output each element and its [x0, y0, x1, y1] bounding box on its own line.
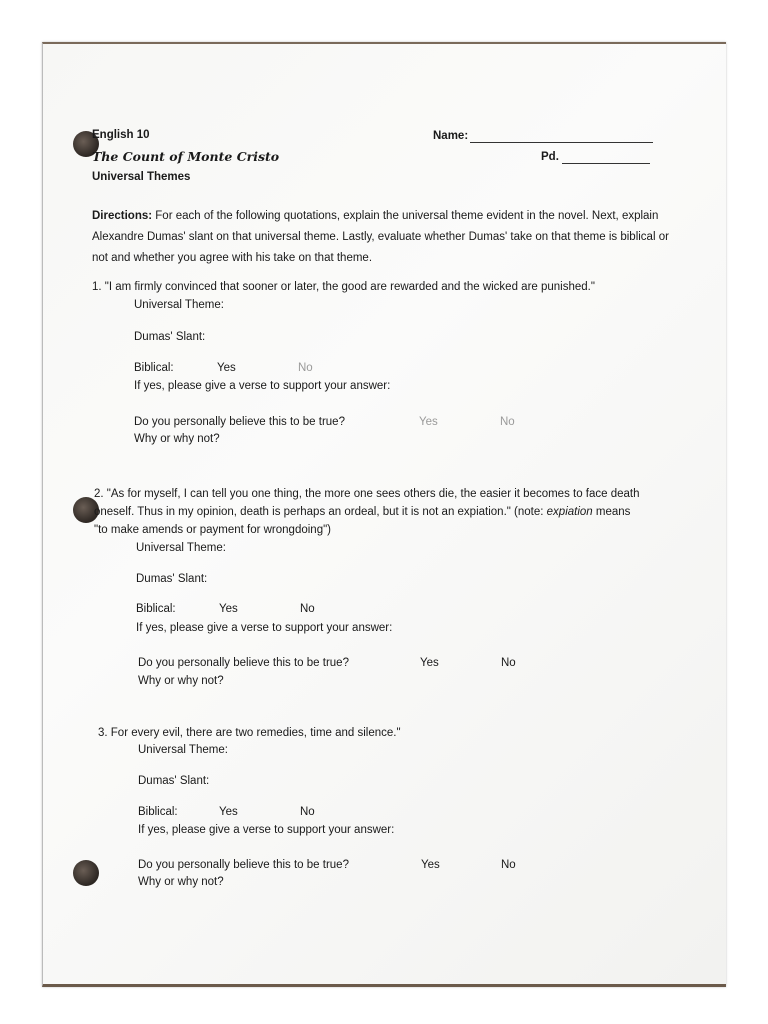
biblical-no-1[interactable]: No — [298, 362, 313, 374]
dumas-slant-label-3: Dumas' Slant: — [138, 775, 210, 787]
quote-1: 1. "I am firmly convinced that sooner or later, the good are rewarded and the wicked are punished." — [92, 281, 595, 293]
believe-prompt-1: Do you personally believe this to be true? — [134, 416, 345, 428]
book-title: The Count of Monte Cristo — [92, 149, 280, 164]
name-label: Name: — [433, 130, 469, 142]
punch-hole-bottom — [73, 860, 99, 886]
biblical-yes-3[interactable]: Yes — [219, 806, 238, 818]
dumas-slant-label-2: Dumas' Slant: — [136, 573, 208, 585]
verse-prompt-1: If yes, please give a verse to support your answer: — [134, 380, 391, 392]
why-prompt-3: Why or why not? — [138, 876, 224, 888]
biblical-label-3: Biblical: — [138, 806, 178, 818]
universal-theme-label-3: Universal Theme: — [138, 744, 228, 756]
biblical-no-2[interactable]: No — [300, 603, 315, 615]
biblical-yes-2[interactable]: Yes — [219, 603, 238, 615]
directions-text: Directions: For each of the following quotations, explain the universal theme evident in the novel. Next, explain Alexandre Dumas' slant on that universal theme. Lastly, evaluate whether Dumas' take on that theme is biblical or not and whether you agree with his take on that theme. — [92, 210, 669, 264]
believe-yes-2[interactable]: Yes — [420, 657, 439, 669]
believe-no-2[interactable]: No — [501, 657, 516, 669]
why-prompt-1: Why or why not? — [134, 433, 220, 445]
biblical-yes-1[interactable]: Yes — [217, 362, 236, 374]
period-blank-line[interactable] — [562, 163, 650, 164]
quote-2-line-1: 2. "As for myself, I can tell you one thing, the more one sees others die, the easier it becomes to face death — [94, 488, 640, 500]
believe-no-1[interactable]: No — [500, 416, 515, 428]
name-blank-line[interactable] — [470, 142, 653, 143]
biblical-label-1: Biblical: — [134, 362, 174, 374]
quote-3: 3. For every evil, there are two remedies, time and silence." — [98, 727, 401, 739]
why-prompt-2: Why or why not? — [138, 675, 224, 687]
believe-prompt-3: Do you personally believe this to be true? — [138, 859, 349, 871]
universal-theme-label-1: Universal Theme: — [134, 299, 224, 311]
biblical-no-3[interactable]: No — [300, 806, 315, 818]
biblical-label-2: Biblical: — [136, 603, 176, 615]
verse-prompt-2: If yes, please give a verse to support your answer: — [136, 622, 393, 634]
believe-yes-1[interactable]: Yes — [419, 416, 438, 428]
verse-prompt-3: If yes, please give a verse to support your answer: — [138, 824, 395, 836]
worksheet-subtitle: Universal Themes — [92, 171, 191, 183]
believe-yes-3[interactable]: Yes — [421, 859, 440, 871]
universal-theme-label-2: Universal Theme: — [136, 542, 226, 554]
course-label: English 10 — [92, 129, 150, 141]
quote-2-line-3: "to make amends or payment for wrongdoing") — [94, 524, 332, 536]
believe-no-3[interactable]: No — [501, 859, 516, 871]
believe-prompt-2: Do you personally believe this to be true? — [138, 657, 349, 669]
dumas-slant-label-1: Dumas' Slant: — [134, 331, 206, 343]
period-label: Pd. — [541, 151, 559, 163]
quote-2-line-2: oneself. Thus in my opinion, death is perhaps an ordeal, but it is not an expiation." (note: expiation means — [94, 506, 631, 518]
